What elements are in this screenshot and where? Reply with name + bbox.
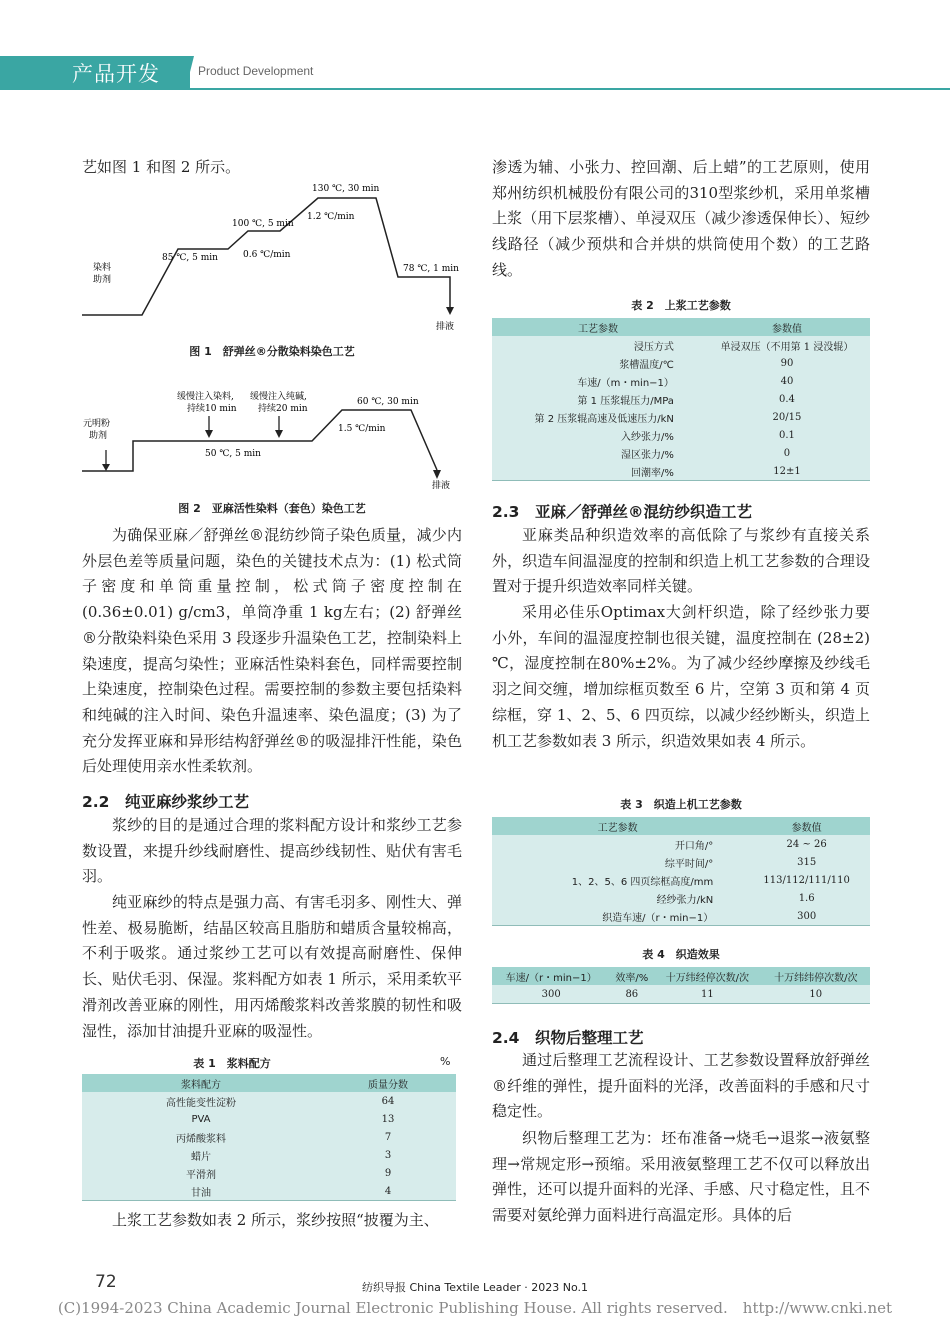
- weaving-process-paragraph: 采用必佳乐Optimax大剑杆织造，除了经纱张力要小外，车间的温湿度控制也很关键，温度控制在 (28±2) ℃，湿度控制在80%±2%。为了减少经纱摩擦及纱线毛羽之间交缠，增加综框页数至 6 片，空第 3 页和第 4 页综框，穿 1、2、5、6 四页综，以减少经纱断头，织造上机工艺参数如表 3 所示，织造效果如表 4 所示。: [492, 603, 870, 750]
- heading-2-4: 2.4 织物后整理工艺: [492, 1029, 644, 1047]
- t3-row-1-name: 开口角/°: [492, 835, 743, 853]
- table-3-weaving-params: [492, 817, 870, 926]
- t3-header-value: 参数值: [743, 817, 870, 835]
- finishing-process-paragraph: 织物后整理工艺为：坯布准备→烧毛→退浆→液氨整理→常规定形→预缩。采用液氨整理工艺不仅可以释放出弹性，还可以提升面料的光泽、手感、尺寸稳定性，且不需要对氨纶弹力面料进行高温定形。具体的后: [492, 1129, 870, 1225]
- heading-2-3: 2.3 亚麻／舒弹丝®混纺纱织造工艺: [492, 503, 752, 521]
- fig1-label-78: 78 ℃, 1 min: [403, 264, 459, 274]
- t2-row-5-value: 20/15: [704, 408, 870, 426]
- t2-row-2-name: 浆槽温度/℃: [492, 354, 704, 372]
- t3-row-3-name: 1、2、5、6 四页综框高度/mm: [492, 871, 743, 889]
- fig2-inject1-arrow: [205, 430, 213, 438]
- fig2-inject1-line1: 缓慢注入染料,: [177, 392, 234, 402]
- t1-row-6-value: 4: [320, 1182, 456, 1201]
- fig1-label-100: 100 ℃, 5 min: [232, 219, 294, 229]
- fig1-label-rate06: 0.6 ℃/min: [243, 250, 291, 260]
- table-1-caption: 表 1 浆料配方: [193, 1057, 271, 1070]
- header-rule: [0, 88, 950, 90]
- t1-row-1-value: 64: [320, 1092, 456, 1110]
- t3-row-1-value: 24 ~ 26: [743, 835, 870, 853]
- t2-header-value: 参数值: [704, 318, 870, 336]
- weaving-efficiency-paragraph: 亚麻类品种织造效率的高低除了与浆纱有直接关系外，织造车间温湿度的控制和织造上机工艺参数的合理设置对于提升织造效率同样关键。: [492, 526, 870, 596]
- t1-row-4-value: 3: [320, 1146, 456, 1164]
- t3-header-param: 工艺参数: [492, 817, 743, 835]
- intro-text: 艺如图 1 和图 2 所示。: [82, 158, 241, 176]
- t4-header-warp-stops: 十万纬经停次数/次: [653, 967, 761, 985]
- t4-efficiency-value: 86: [610, 985, 653, 1004]
- fig1-label-85: 85 ℃, 5 min: [162, 253, 218, 263]
- t4-header-weft-stops: 十万纬纬停次数/次: [762, 967, 870, 985]
- t2-row-1-name: 浸压方式: [492, 336, 704, 354]
- t3-row-4-value: 1.6: [743, 889, 870, 907]
- t2-row-8-name: 回潮率/%: [492, 462, 704, 481]
- table-1-unit: %: [440, 1055, 451, 1068]
- figure-1-caption: 图 1 舒弹丝®分散染料染色工艺: [189, 345, 355, 358]
- t1-row-4-name: 蜡片: [82, 1146, 320, 1164]
- t1-row-1-name: 高性能变性淀粉: [82, 1092, 320, 1110]
- fig2-arrow-head: [433, 470, 441, 479]
- t3-row-2-name: 综平时间/°: [492, 853, 743, 871]
- table-4-weaving-results: [492, 967, 870, 1004]
- fig2-label-rate15: 1.5 ℃/min: [338, 424, 386, 434]
- t1-row-3-value: 7: [320, 1128, 456, 1146]
- fig2-end-label: 排液: [432, 481, 451, 490]
- sizing-params-intro: 上浆工艺参数如表 2 所示，浆纱按照“披覆为主、: [112, 1211, 439, 1229]
- fig2-label-60: 60 ℃, 30 min: [357, 397, 419, 407]
- table-3-caption: 表 3 织造上机工艺参数: [620, 798, 742, 811]
- figure-1-dyeing-curve: [80, 178, 470, 338]
- fig1-label-rate12: 1.2 ℃/min: [307, 212, 355, 222]
- fig2-start-label-2: 助剂: [89, 431, 108, 441]
- t3-row-4-name: 经纱张力/kN: [492, 889, 743, 907]
- t2-row-3-name: 车速/（m・min−1）: [492, 372, 704, 390]
- t1-row-2-value: 13: [320, 1110, 456, 1128]
- fig2-inject2-line1: 缓慢注入纯碱,: [250, 392, 307, 402]
- t2-row-7-value: 0: [704, 444, 870, 462]
- t1-row-3-name: 丙烯酸浆料: [82, 1128, 320, 1146]
- heading-2-2: 2.2 纯亚麻纱浆纱工艺: [82, 793, 249, 811]
- header-slash-decoration: [176, 56, 194, 88]
- figure-2-dyeing-curve: [80, 390, 470, 490]
- t2-row-4-value: 0.4: [704, 390, 870, 408]
- t4-weft-stops-value: 10: [762, 985, 870, 1004]
- t1-row-5-name: 平滑剂: [82, 1164, 320, 1182]
- finishing-purpose-paragraph: 通过后整理工艺流程设计、工艺参数设置释放舒弹丝®纤维的弹性，提升面料的光泽，改善面料的手感和尺寸稳定性。: [492, 1051, 870, 1121]
- t1-row-2-name: PVA: [82, 1110, 320, 1128]
- fig2-inject1-line2: 持续10 min: [187, 404, 237, 414]
- fig2-label-50: 50 ℃, 5 min: [205, 449, 261, 459]
- t2-row-6-name: 入纱张力/%: [492, 426, 704, 444]
- section-subtitle: Product Development: [198, 64, 314, 78]
- t4-warp-stops-value: 11: [653, 985, 761, 1004]
- t1-row-6-name: 甘油: [82, 1182, 320, 1201]
- table-4-caption: 表 4 织造效果: [642, 948, 720, 961]
- page-number: 72: [95, 1272, 117, 1292]
- t1-header-recipe: 浆料配方: [82, 1074, 320, 1092]
- fig1-arrow-head: [446, 307, 454, 315]
- t4-speed-value: 300: [492, 985, 610, 1004]
- table-2-sizing-params: [492, 318, 870, 481]
- table-1-size-recipe: [82, 1074, 456, 1201]
- fig1-start-label-1: 染料: [93, 263, 112, 273]
- t2-row-8-value: 12±1: [704, 462, 870, 481]
- sizing-principle-paragraph: 渗透为辅、小张力、控回潮、后上蜡”的工艺原则，使用郑州纺织机械股份有限公司的310型浆纱机，采用单浆槽上浆（用下层浆槽）、单浸双压（减少渗透保伸长）、短纱线路径（减少预烘和合并烘的烘筒使用个数）的工艺路线。: [492, 158, 870, 279]
- dyeing-paragraph: 为确保亚麻／舒弹丝®混纺纱筒子染色质量，减少内外层色差等质量问题，染色的关键技术点为：(1) 松式筒子密度和单筒重量控制，松式筒子密度控制在 (0.36±0.01) g/cm3，单筒净重 1 kg左右；(2) 舒弹丝®分散染料染色采用 3 段逐步升温染色工艺，控制染料上染速度，提高匀染性；亚麻活性染料套色，同样需要控制上染速度，控制染色过程。需要控制的参数主要包括染料和纯碱的注入时间、染色升温速率、染色温度；(3) 为了充分发挥亚麻和异形结构舒弹丝®的吸湿排汗性能，染色后处理使用亲水性柔软剂。: [82, 526, 462, 776]
- copyright-notice: (C)1994-2023 China Academic Journal Electronic Publishing House. All rights reserved. http://www.cnki.net: [57, 1299, 893, 1317]
- fig2-start-label-1: 元明粉: [83, 419, 111, 429]
- t3-row-5-name: 织造车速/（r・min−1）: [492, 907, 743, 926]
- t2-row-7-name: 湿区张力/%: [492, 444, 704, 462]
- figure-2-caption: 图 2 亚麻活性染料（套色）染色工艺: [178, 502, 366, 515]
- journal-footer: 纺织导报 China Textile Leader · 2023 No.1: [362, 1281, 588, 1294]
- t2-row-2-value: 90: [704, 354, 870, 372]
- t2-row-1-value: 单浸双压（不用第 1 浸没辊）: [704, 336, 870, 354]
- t2-row-4-name: 第 1 压浆辊压力/MPa: [492, 390, 704, 408]
- t4-header-speed: 车速/（r・min−1）: [492, 967, 610, 985]
- t1-row-5-value: 9: [320, 1164, 456, 1182]
- fig1-label-130: 130 ℃, 30 min: [312, 184, 380, 194]
- section-title: 产品开发: [72, 62, 160, 86]
- t3-row-2-value: 315: [743, 853, 870, 871]
- t2-header-param: 工艺参数: [492, 318, 704, 336]
- t1-header-fraction: 质量分数: [320, 1074, 456, 1092]
- linen-characteristics-paragraph: 纯亚麻纱的特点是强力高、有害毛羽多、刚性大、弹性差、极易脆断，结晶区较高且脂肪和蜡质含量较棉高，不利于吸浆。通过浆纱工艺可以有效提高耐磨性、保伸长、贴伏毛羽、保湿。浆料配方如表 1 所示，采用柔软平滑剂改善亚麻的刚性，用丙烯酸浆料改善浆膜的韧性和吸湿性，添加甘油提升亚麻的吸湿性。: [82, 893, 462, 1040]
- fig1-end-label: 排液: [436, 322, 455, 332]
- fig2-inject2-arrow: [275, 430, 283, 438]
- t4-header-efficiency: 效率/%: [610, 967, 653, 985]
- t2-row-5-name: 第 2 压浆辊高速及低速压力/kN: [492, 408, 704, 426]
- t2-row-6-value: 0.1: [704, 426, 870, 444]
- fig2-inject2-line2: 持续20 min: [258, 404, 308, 414]
- sizing-purpose-paragraph: 浆纱的目的是通过合理的浆料配方设计和浆纱工艺参数设置，来提升纱线耐磨性、提高纱线韧性、贴伏有害毛羽。: [82, 816, 462, 886]
- table-2-caption: 表 2 上浆工艺参数: [631, 299, 731, 312]
- t2-row-3-value: 40: [704, 372, 870, 390]
- fig2-start-arrow: [102, 464, 110, 471]
- t3-row-5-value: 300: [743, 907, 870, 926]
- t3-row-3-value: 113/112/111/110: [743, 871, 870, 889]
- fig2-temperature-curve: [82, 410, 437, 471]
- fig1-start-label-2: 助剂: [93, 275, 112, 285]
